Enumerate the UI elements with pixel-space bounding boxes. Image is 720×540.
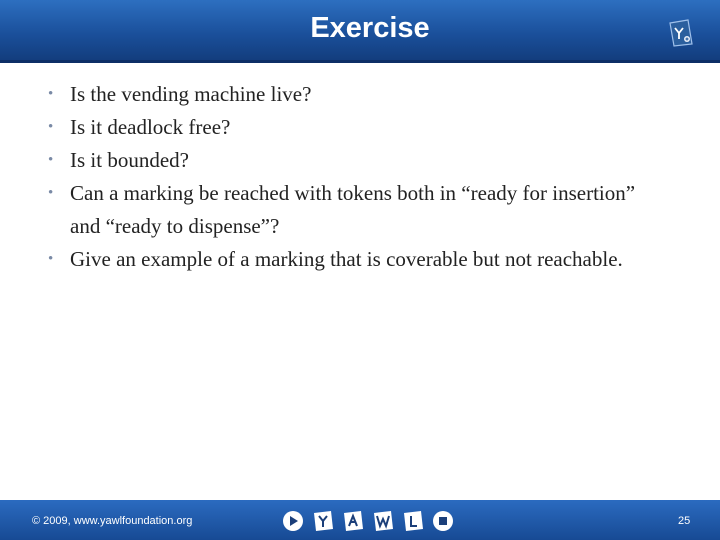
bullet-text: Give an example of a marking that is coverable but not reachable. <box>70 247 623 271</box>
slide-footer <box>0 500 720 540</box>
bullet-text: Is it bounded? <box>70 148 189 172</box>
bullet-marker: • <box>48 119 54 135</box>
yawl-logo-icon <box>668 18 694 48</box>
bullet-text: Is it deadlock free? <box>70 115 231 139</box>
bullet-item <box>48 78 668 111</box>
bullet-marker: • <box>48 86 54 102</box>
bullet-item <box>48 243 668 276</box>
yawl-y-icon[interactable] <box>310 509 336 533</box>
yawl-l-icon[interactable] <box>400 509 426 533</box>
bullet-item <box>48 111 668 144</box>
bullet-item <box>48 177 668 243</box>
bullet-item <box>48 144 668 177</box>
slide-number: 25 <box>678 515 691 527</box>
bullet-text: Is the vending machine live? <box>70 82 312 106</box>
bullet-marker: • <box>48 152 54 168</box>
yawl-a-icon[interactable] <box>340 509 366 533</box>
stop-icon[interactable] <box>430 509 456 533</box>
bullet-marker: • <box>48 185 54 201</box>
navigation-bar <box>280 509 456 533</box>
yawl-w-icon[interactable] <box>370 509 396 533</box>
slide-header <box>0 0 720 63</box>
copyright-text: © 2009, www.yawlfoundation.org <box>32 515 193 527</box>
bullet-text: Can a marking be reached with tokens both in “ready for insertion” and “ready to dispense”? <box>70 181 636 238</box>
bullet-list <box>48 78 668 276</box>
play-icon[interactable] <box>280 509 306 533</box>
bullet-marker: • <box>48 251 54 267</box>
slide-title: Exercise <box>310 12 430 44</box>
